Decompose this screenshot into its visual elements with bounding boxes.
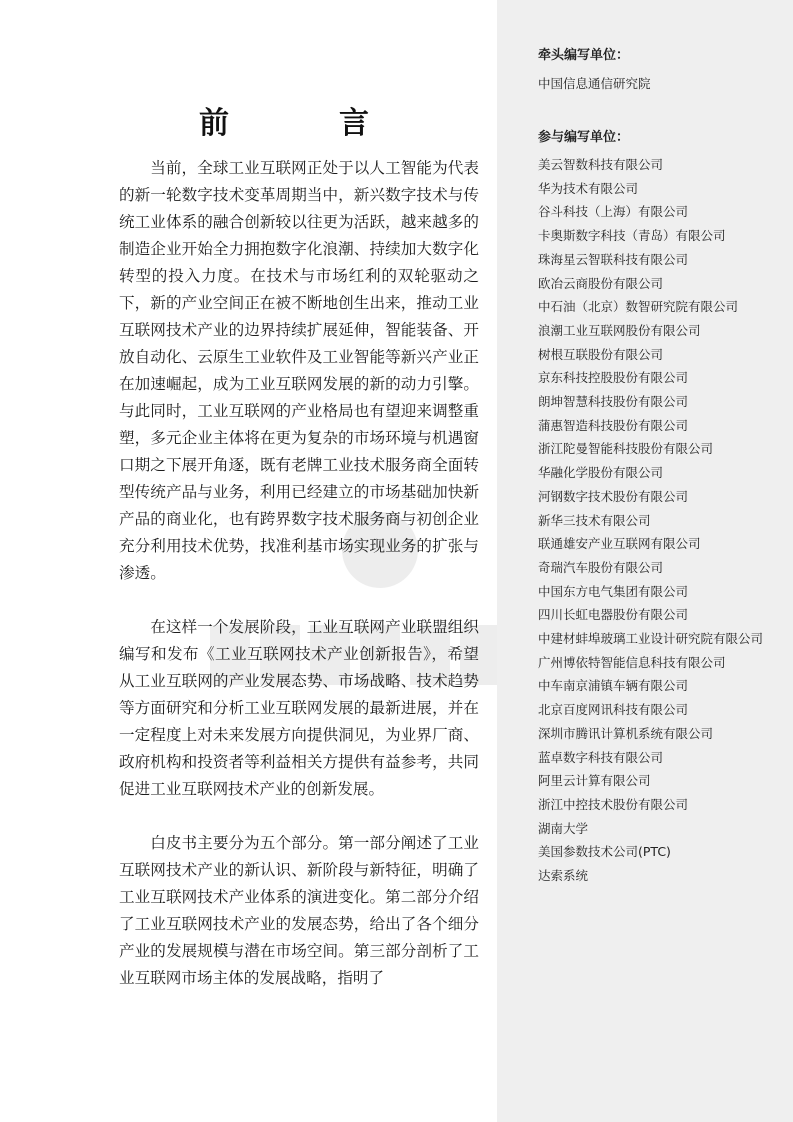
list-item: 新华三技术有限公司: [538, 512, 651, 528]
list-item: 华融化学股份有限公司: [538, 465, 664, 481]
list-item: 谷斗科技（上海）有限公司: [538, 204, 689, 220]
list-item: 美云智数科技有限公司: [538, 157, 664, 172]
list-item: 京东科技控股股份有限公司: [538, 370, 689, 386]
list-item: 蓝卓数字科技有限公司: [538, 749, 664, 765]
preface-body: [119, 155, 479, 992]
list-item: 广州博依特智能信息科技有限公司: [538, 654, 726, 670]
list-item: 卡奥斯数字科技（青岛）有限公司: [538, 228, 726, 244]
list-item: 四川长虹电器股份有限公司: [538, 607, 689, 623]
list-item: 珠海星云智联科技有限公司: [538, 251, 689, 267]
list-item: 浙江陀曼智能科技股份有限公司: [538, 441, 714, 457]
list-item: 中国东方电气集团有限公司: [538, 583, 689, 599]
list-item: 朗坤智慧科技股份有限公司: [538, 394, 689, 410]
list-item: 中建材蚌埠玻璃工业设计研究院有限公司: [538, 631, 764, 647]
lead-unit-heading: 牵头编写单位：: [538, 48, 630, 63]
preface-paragraph-3: 白皮书主要分为五个部分。第一部分阐述了工业互联网技术产业的新认识、新阶段与新特征，明确了工业互联网技术产业体系的演进变化。第二部分介绍了工业互联网技术产业的发展态势，给出了各个细分产业的发展规模与潜在市场空间。第三部分剖析了工业互联网市场主体的发展战略，指明了: [119, 834, 479, 987]
list-item: 深圳市腾讯计算机系统有限公司: [538, 725, 714, 741]
participant-list: [538, 153, 778, 888]
list-item: 欧冶云商股份有限公司: [538, 275, 664, 291]
list-item: 湖南大学: [538, 820, 589, 836]
list-item: 联通雄安产业互联网有限公司: [538, 536, 701, 552]
list-item: 奇瑞汽车股份有限公司: [538, 559, 664, 575]
list-item: 美国参数技术公司(PTC): [538, 844, 671, 860]
list-item: 达索系统: [538, 868, 589, 884]
list-item: 中国信息通信研究院: [538, 76, 651, 91]
page-title: 前 言: [199, 106, 409, 141]
list-item: 中车南京浦镇车辆有限公司: [538, 678, 689, 694]
list-item: 树根互联股份有限公司: [538, 346, 664, 362]
list-item: 蒲惠智造科技股份有限公司: [538, 417, 689, 433]
list-item: 中石油（北京）数智研究院有限公司: [538, 299, 739, 315]
list-item: 浙江中控技术股份有限公司: [538, 796, 689, 812]
participant-section: [538, 128, 778, 888]
list-item: 河钢数字技术股份有限公司: [538, 488, 689, 504]
list-item: 浪潮工业互联网股份有限公司: [538, 322, 701, 338]
preface-paragraph-2: 在这样一个发展阶段，工业互联网产业联盟组织编写和发布《工业互联网技术产业创新报告》，希望从工业互联网的产业发展态势、市场战略、技术趋势等方面研究和分析工业互联网发展的最新进展，并在一定程度上对未来发展方向提供洞见，为业界厂商、政府机构和投资者等利益相关方提供有益参考，共同促进工业互联网技术产业的创新发展。: [119, 618, 479, 798]
list-item: 华为技术有限公司: [538, 180, 639, 196]
participant-heading: 参与编写单位：: [538, 130, 630, 145]
list-item: 北京百度网讯科技有限公司: [538, 702, 689, 718]
list-item: 阿里云计算有限公司: [538, 773, 651, 789]
preface-paragraph-1: 当前，全球工业互联网正处于以人工智能为代表的新一轮数字技术变革周期当中，新兴数字技术与传统工业体系的融合创新较以往更为活跃，越来越多的制造企业开始全力拥抱数字化浪潮、持续加大数字化转型的投入力度。在技术与市场红利的双轮驱动之下，新的产业空间正在被不断地创生出来，推动工业互联网技术产业的边界持续扩展延伸，智能装备、开放自动化、云原生工业软件及工业智能等新兴产业正在加速崛起，成为工业互联网发展的新的动力引擎。与此同时，工业互联网的产业格局也有望迎来调整重塑，多元企业主体将在更为复杂的市场环境与机遇窗口期之下展开角逐，既有老牌工业技术服务商全面转型传统产品与业务，利用已经建立的市场基础加快新产品的商业化，也有跨界数字技术服务商与初创企业充分利用技术优势，找准利基市场实现业务的扩张与渗透。: [119, 159, 479, 582]
lead-unit-section: [538, 46, 778, 96]
lead-unit-list: [538, 72, 778, 96]
